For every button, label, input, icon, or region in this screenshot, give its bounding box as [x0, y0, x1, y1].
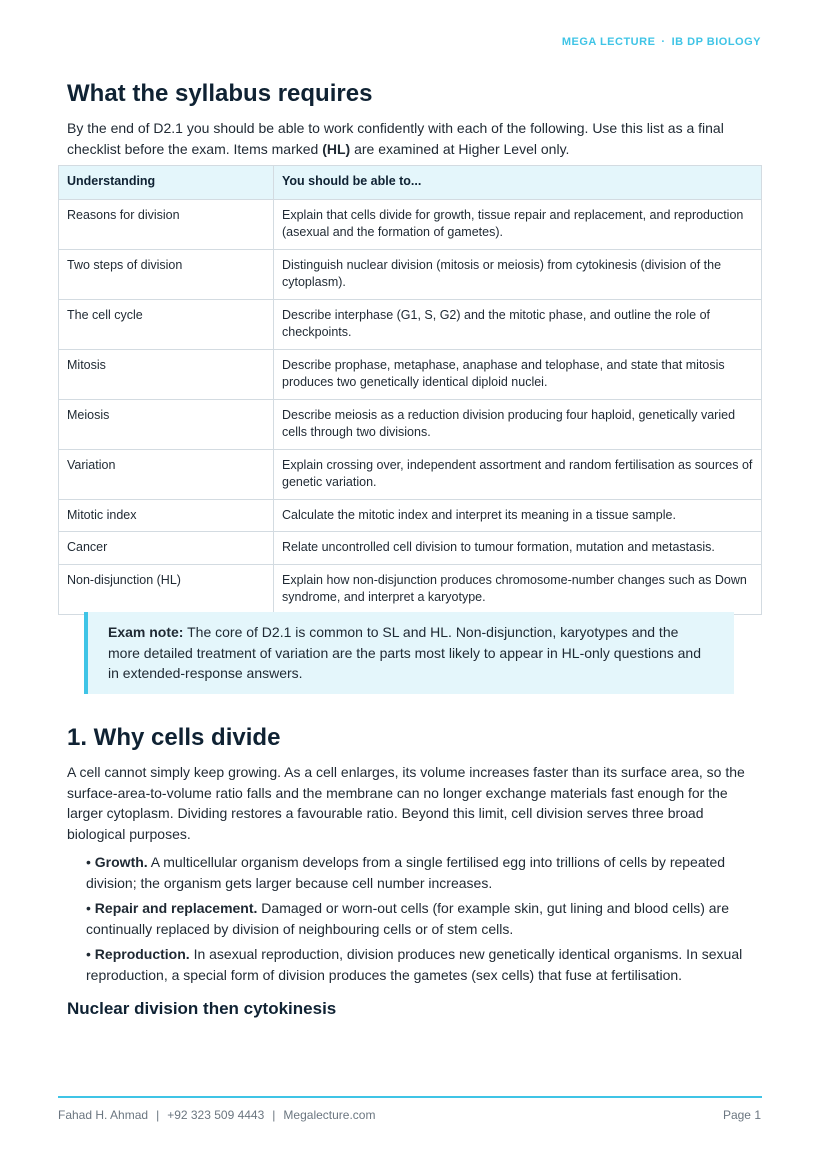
understanding-cell: The cell cycle: [59, 299, 274, 349]
objective-cell: Describe interphase (G1, S, G2) and the mitotic phase, and outline the role of checkpoints.: [274, 299, 762, 349]
intro-text: By the end of D2.1 you should be able to work confidently with each of the following. Use this list as a final checklist before the exam. Items marked: [67, 120, 724, 157]
table-row: [59, 199, 762, 249]
footer-author: Fahad H. Ahmad: [58, 1108, 149, 1122]
table-row: [59, 499, 762, 532]
objective-cell: Describe meiosis as a reduction division producing four haploid, genetically varied cells through two divisions.: [274, 399, 762, 449]
why-cells-divide-section: [67, 722, 757, 1021]
objective-cell: Distinguish nuclear division (mitosis or meiosis) from cytokinesis (division of the cytoplasm).: [274, 249, 762, 299]
list-item-text: In asexual reproduction, division produces new genetically identical organisms. In sexual reproduction, a special form of division produces the gametes (sex cells) that fuse at fertilisation.: [86, 946, 743, 983]
objective-cell: Explain crossing over, independent assortment and random fertilisation as sources of genetic variation.: [274, 449, 762, 499]
table-row: [59, 249, 762, 299]
column-header-understanding: Understanding: [59, 166, 274, 200]
page-number: Page 1: [722, 1108, 761, 1122]
footer-contact: [58, 1108, 375, 1122]
table-row: [59, 532, 762, 565]
exam-note-callout: [84, 612, 734, 694]
understanding-cell: Mitotic index: [59, 499, 274, 532]
syllabus-title: What the syllabus requires: [67, 80, 373, 107]
objective-cell: Describe prophase, metaphase, anaphase and telophase, and state that mitosis produces two genetically identical diploid nuclei.: [274, 349, 762, 399]
list-item-text: A multicellular organism develops from a single fertilised egg into trillions of cells by repeated division; the organism gets larger because cell number increases.: [86, 854, 726, 891]
understanding-cell: Two steps of division: [59, 249, 274, 299]
exam-note-text: The core of D2.1 is common to SL and HL. Non-disjunction, karyotypes and the more detailed treatment of variation are the parts most likely to appear in HL-only questions and in extended-response answers.: [108, 624, 701, 681]
intro-hl-marker: (HL): [322, 140, 351, 157]
list-item-term: Repair and replacement.: [94, 900, 258, 916]
list-item: [86, 852, 757, 893]
understanding-cell: Cancer: [59, 532, 274, 565]
table-header-row: [59, 166, 762, 200]
objective-cell: Calculate the mitotic index and interpret its meaning in a tissue sample.: [274, 499, 762, 532]
table-row: [59, 349, 762, 399]
understanding-cell: Reasons for division: [59, 199, 274, 249]
table-row: [59, 299, 762, 349]
list-item-term: Reproduction.: [94, 946, 190, 962]
list-item: [86, 944, 757, 985]
footer-separator: |: [156, 1108, 160, 1122]
understanding-cell: Non-disjunction (HL): [59, 564, 274, 614]
objective-cell: Explain that cells divide for growth, tissue repair and replacement, and reproduction (asexual and the formation of gametes).: [274, 199, 762, 249]
exam-note-label: Exam note:: [108, 624, 184, 640]
table-row: [59, 399, 762, 449]
syllabus-intro: [67, 118, 757, 159]
footer-separator: |: [272, 1108, 276, 1122]
bullet: •: [86, 854, 91, 870]
syllabus-section: [67, 78, 753, 159]
understanding-cell: Mitosis: [59, 349, 274, 399]
footer-website: Megalecture.com: [283, 1108, 376, 1122]
objective-cell: Relate uncontrolled cell division to tumour formation, mutation and metastasis.: [274, 532, 762, 565]
objective-cell: Explain how non-disjunction produces chromosome-number changes such as Down syndrome, and interpret a karyotype.: [274, 564, 762, 614]
table-row: [59, 564, 762, 614]
table-row: [59, 449, 762, 499]
intro-text-end: are examined at Higher Level only.: [350, 140, 570, 157]
footer-phone: +92 323 509 4443: [167, 1108, 265, 1122]
header-separator: ·: [661, 36, 666, 48]
subsection-title: Nuclear division then cytokinesis: [67, 999, 337, 1018]
list-item-text: Damaged or worn-out cells (for example skin, gut lining and blood cells) are continually replaced by division of neighbouring cells or of stem cells.: [86, 900, 729, 937]
footer-divider: [58, 1096, 762, 1098]
header-brand: MEGA LECTURE: [561, 36, 656, 48]
running-header: [562, 36, 761, 48]
syllabus-table: [58, 165, 762, 615]
section-title: 1. Why cells divide: [67, 724, 281, 751]
purposes-list: [67, 852, 757, 985]
understanding-cell: Meiosis: [59, 399, 274, 449]
section-paragraph: A cell cannot simply keep growing. As a cell enlarges, its volume increases faster than its surface area, so the surface-area-to-volume ratio falls and the membrane can no longer exchange materials fast enough for the larger cytoplasm. Dividing restores a favourable ratio. Beyond this limit, cell division serves three broad biological purposes.: [67, 764, 745, 842]
understanding-cell: Variation: [59, 449, 274, 499]
bullet: •: [86, 900, 91, 916]
column-header-able-to: You should be able to...: [274, 166, 762, 200]
bullet: •: [86, 946, 91, 962]
list-item: [86, 898, 757, 939]
header-subject: IB DP BIOLOGY: [671, 36, 761, 48]
list-item-term: Growth.: [94, 854, 148, 870]
